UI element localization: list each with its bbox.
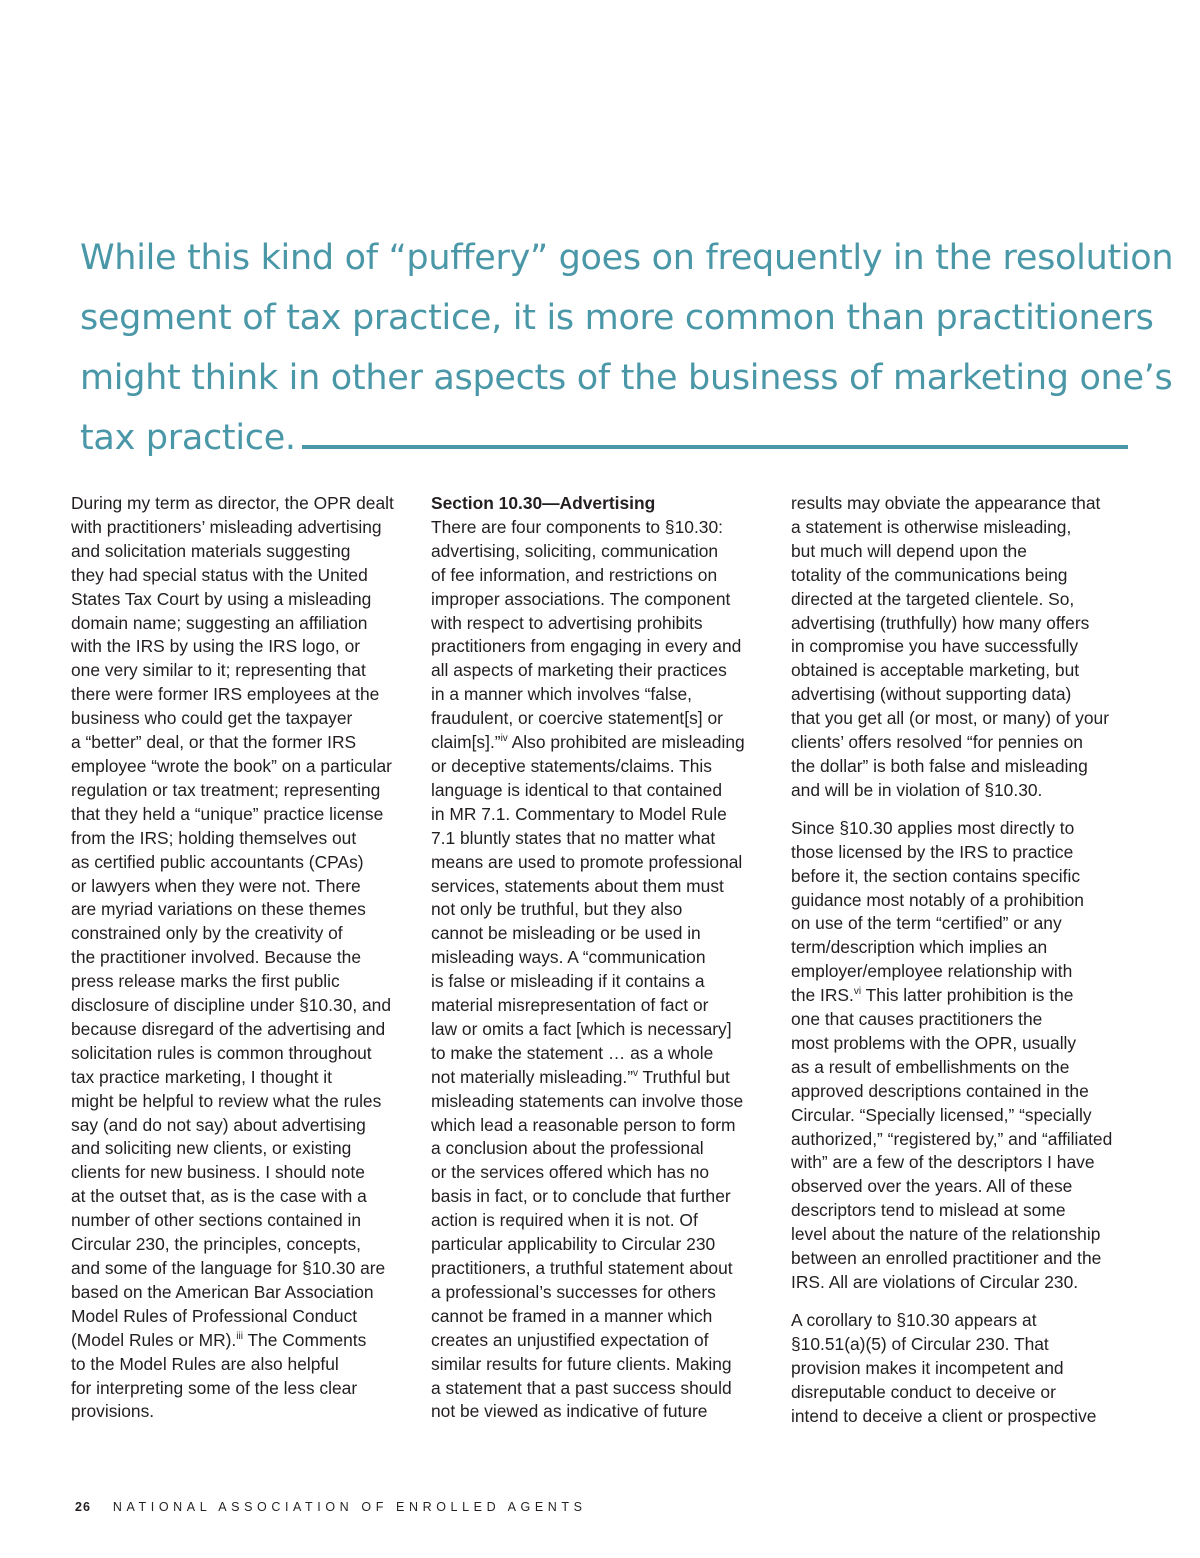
- text-line: A corollary to §10.30 appears at: [791, 1309, 1037, 1330]
- text-line: misleading statements can involve those: [431, 1090, 744, 1111]
- text-line: level about the nature of the relationship: [791, 1224, 1101, 1245]
- text-line: term/description which implies an: [791, 937, 1048, 958]
- text-line: directed at the targeted clientele. So,: [791, 588, 1075, 609]
- pull-quote-last-line: [80, 408, 1140, 468]
- footnote-marker: vi: [853, 986, 862, 998]
- text-line: with” are a few of the descriptors I have: [791, 1152, 1095, 1173]
- text-line: the dollar” is both false and misleading: [791, 755, 1088, 776]
- text-line: misleading ways. A “communication: [431, 947, 706, 968]
- text-line: for interpreting some of the less clear: [71, 1377, 358, 1398]
- text-line-with-footnote: [431, 731, 776, 755]
- text-line: disreputable conduct to deceive or: [791, 1381, 1056, 1402]
- text-line: guidance most notably of a prohibition: [791, 889, 1084, 910]
- text-line: or lawyers when they were not. There: [71, 875, 361, 896]
- text-line: approved descriptions contained in the: [791, 1080, 1089, 1101]
- text-line: and some of the language for §10.30 are: [71, 1258, 386, 1278]
- text-line: most problems with the OPR, usually: [791, 1032, 1077, 1053]
- text-line: with respect to advertising prohibits: [431, 612, 703, 633]
- text-line: with the IRS by using the IRS logo, or: [71, 636, 361, 657]
- text-line: and will be in violation of §10.30.: [791, 779, 1043, 800]
- text-line: provision makes it incompetent and: [791, 1357, 1064, 1378]
- text-line: fraudulent, or coercive statement[s] or: [431, 708, 723, 729]
- text-line: Since §10.30 applies most directly to: [791, 817, 1075, 838]
- text-line: is false or misleading if it contains a: [431, 971, 705, 992]
- text-line: all aspects of marketing their practices: [431, 660, 727, 681]
- text-line: not only be truthful, but they also: [431, 899, 683, 920]
- text-fragment: the IRS.: [791, 985, 854, 1006]
- text-line: solicitation rules is common throughout: [71, 1042, 372, 1063]
- text-line: law or omits a fact [which is necessary]: [431, 1018, 732, 1039]
- text-line: and soliciting new clients, or existing: [71, 1138, 352, 1159]
- text-line: Circular 230, the principles, concepts,: [71, 1234, 361, 1255]
- text-line-with-footnote: [791, 984, 1136, 1008]
- text-line: a professional’s successes for others: [431, 1281, 716, 1302]
- text-line: a statement that a past success should: [431, 1377, 732, 1398]
- text-line: disclosure of discipline under §10.30, and: [71, 995, 392, 1016]
- text-fragment: (Model Rules or MR).: [71, 1329, 237, 1350]
- text-line: might be helpful to review what the rules: [71, 1090, 382, 1111]
- text-line: cannot be misleading or be used in: [431, 923, 701, 944]
- text-fragment: claim[s].”: [431, 732, 501, 753]
- text-line: to make the statement … as a whole: [431, 1042, 714, 1063]
- text-line: observed over the years. All of these: [791, 1176, 1073, 1197]
- text-line: one that causes practitioners the: [791, 1009, 1043, 1030]
- text-line: There are four components to §10.30:: [431, 516, 723, 537]
- body-column-1: [71, 492, 416, 1424]
- text-line: 7.1 bluntly states that no matter what: [431, 827, 716, 848]
- text-line: basis in fact, or to conclude that further: [431, 1186, 731, 1207]
- text-line-with-footnote: [431, 1066, 776, 1090]
- text-line: not be viewed as indicative of future: [431, 1401, 708, 1422]
- text-line: Circular. “Specially licensed,” “specially: [791, 1104, 1092, 1125]
- pull-quote-line: While this kind of “puffery” goes on frequently in the resolution: [80, 238, 1174, 278]
- text-line: in a manner which involves “false,: [431, 684, 692, 705]
- paragraph-gap: [791, 803, 1136, 817]
- text-line: material misrepresentation of fact or: [431, 995, 709, 1016]
- text-line: advertising, soliciting, communication: [431, 540, 719, 561]
- text-fragment: Truthful but: [638, 1066, 730, 1087]
- text-fragment: The Comments: [242, 1329, 367, 1350]
- text-line: clients’ offers resolved “for pennies on: [791, 732, 1083, 753]
- text-line: practitioners, a truthful statement about: [431, 1258, 733, 1278]
- publication-name: NATIONAL ASSOCIATION OF ENROLLED AGENTS: [112, 1500, 587, 1514]
- text-line: cannot be framed in a manner which: [431, 1305, 713, 1326]
- footnote-marker: iv: [500, 733, 508, 745]
- text-line: press release marks the first public: [71, 971, 340, 992]
- text-line: a statement is otherwise misleading,: [791, 516, 1072, 537]
- text-line: as certified public accountants (CPAs): [71, 851, 364, 872]
- body-column-3: [791, 492, 1136, 1428]
- text-line: regulation or tax treatment; representing: [71, 779, 381, 800]
- text-line: on use of the term “certified” or any: [791, 913, 1062, 934]
- pull-quote-line: tax practice.: [80, 418, 296, 458]
- text-line: similar results for future clients. Making: [431, 1353, 732, 1374]
- pull-quote-rule: [302, 445, 1128, 449]
- text-line: §10.51(a)(5) of Circular 230. That: [791, 1333, 1049, 1354]
- pull-quote-line: segment of tax practice, it is more common than practitioners: [80, 298, 1154, 338]
- text-fragment: This latter prohibition is the: [861, 985, 1074, 1006]
- text-line: based on the American Bar Association: [71, 1281, 374, 1302]
- text-line: of fee information, and restrictions on: [431, 564, 718, 585]
- text-line: totality of the communications being: [791, 564, 1068, 585]
- text-line: before it, the section contains specific: [791, 865, 1081, 886]
- text-line: During my term as director, the OPR dealt: [71, 493, 394, 513]
- text-line: there were former IRS employees at the: [71, 684, 380, 705]
- section-heading: Section 10.30—Advertising: [431, 493, 656, 513]
- text-line: or deceptive statements/claims. This: [431, 755, 712, 776]
- text-line: but much will depend upon the: [791, 540, 1027, 561]
- text-line: those licensed by the IRS to practice: [791, 841, 1074, 862]
- page-number: 26: [75, 1500, 91, 1514]
- text-line: and solicitation materials suggesting: [71, 540, 351, 561]
- text-line: clients for new business. I should note: [71, 1162, 365, 1183]
- text-line: business who could get the taxpayer: [71, 708, 353, 729]
- text-fragment: Also prohibited are misleading: [507, 732, 745, 753]
- text-line: employee “wrote the book” on a particular: [71, 755, 392, 776]
- text-line: to the Model Rules are also helpful: [71, 1353, 339, 1374]
- text-line: from the IRS; holding themselves out: [71, 827, 357, 848]
- text-line: that you get all (or most, or many) of your: [791, 708, 1109, 729]
- text-line: results may obviate the appearance that: [791, 493, 1101, 513]
- text-line: in MR 7.1. Commentary to Model Rule: [431, 803, 727, 824]
- text-line: advertising (without supporting data): [791, 684, 1072, 705]
- paragraph-gap: [791, 1295, 1136, 1309]
- text-line: States Tax Court by using a misleading: [71, 588, 372, 609]
- text-line: obtained is acceptable marketing, but: [791, 660, 1080, 681]
- text-line: are myriad variations on these themes: [71, 899, 366, 920]
- text-line: creates an unjustified expectation of: [431, 1329, 709, 1350]
- text-line: between an enrolled practitioner and the: [791, 1248, 1102, 1269]
- text-line: the practitioner involved. Because the: [71, 947, 362, 968]
- text-line: Model Rules of Professional Conduct: [71, 1305, 358, 1326]
- text-line: intend to deceive a client or prospective: [791, 1405, 1097, 1426]
- text-line: advertising (truthfully) how many offers: [791, 612, 1090, 633]
- text-line: number of other sections contained in: [71, 1210, 362, 1231]
- text-line: they had special status with the United: [71, 564, 368, 585]
- page-footer: [75, 1500, 587, 1514]
- body-column-2: [431, 492, 776, 1424]
- text-line: means are used to promote professional: [431, 851, 743, 872]
- text-line: action is required when it is not. Of: [431, 1210, 698, 1231]
- text-line: at the outset that, as is the case with a: [71, 1186, 367, 1207]
- pull-quote: [80, 228, 1174, 468]
- text-line: as a result of embellishments on the: [791, 1056, 1070, 1077]
- text-line: language is identical to that contained: [431, 779, 723, 800]
- text-line: particular applicability to Circular 230: [431, 1234, 716, 1255]
- text-line-with-footnote: [71, 1329, 416, 1353]
- text-line: which lead a reasonable person to form: [431, 1114, 736, 1135]
- text-line: or the services offered which has no: [431, 1162, 710, 1183]
- text-line: a conclusion about the professional: [431, 1138, 704, 1159]
- text-line: that they held a “unique” practice license: [71, 803, 384, 824]
- text-line: authorized,” “registered by,” and “affiliated: [791, 1128, 1113, 1149]
- text-line: employer/employee relationship with: [791, 961, 1073, 982]
- pull-quote-line: might think in other aspects of the business of marketing one’s: [80, 358, 1173, 398]
- text-line: constrained only by the creativity of: [71, 923, 343, 944]
- text-line: services, statements about them must: [431, 875, 724, 896]
- text-line: because disregard of the advertising and: [71, 1018, 386, 1039]
- text-line: domain name; suggesting an affiliation: [71, 612, 368, 633]
- text-line: with practitioners’ misleading advertising: [71, 516, 382, 537]
- text-line: improper associations. The component: [431, 588, 731, 609]
- text-line: say (and do not say) about advertising: [71, 1114, 366, 1135]
- footnote-marker: v: [633, 1067, 639, 1079]
- text-line: IRS. All are violations of Circular 230.: [791, 1272, 1079, 1292]
- text-line: in compromise you have successfully: [791, 636, 1079, 657]
- text-line: a “better” deal, or that the former IRS: [71, 732, 357, 753]
- footnote-marker: iii: [236, 1330, 243, 1342]
- text-line: one very similar to it; representing that: [71, 660, 366, 681]
- text-line: practitioners from engaging in every and: [431, 636, 742, 657]
- text-fragment: not materially misleading.”: [431, 1066, 634, 1087]
- text-line: descriptors tend to mislead at some: [791, 1200, 1066, 1221]
- text-line: tax practice marketing, I thought it: [71, 1066, 332, 1087]
- text-line: provisions.: [71, 1401, 155, 1422]
